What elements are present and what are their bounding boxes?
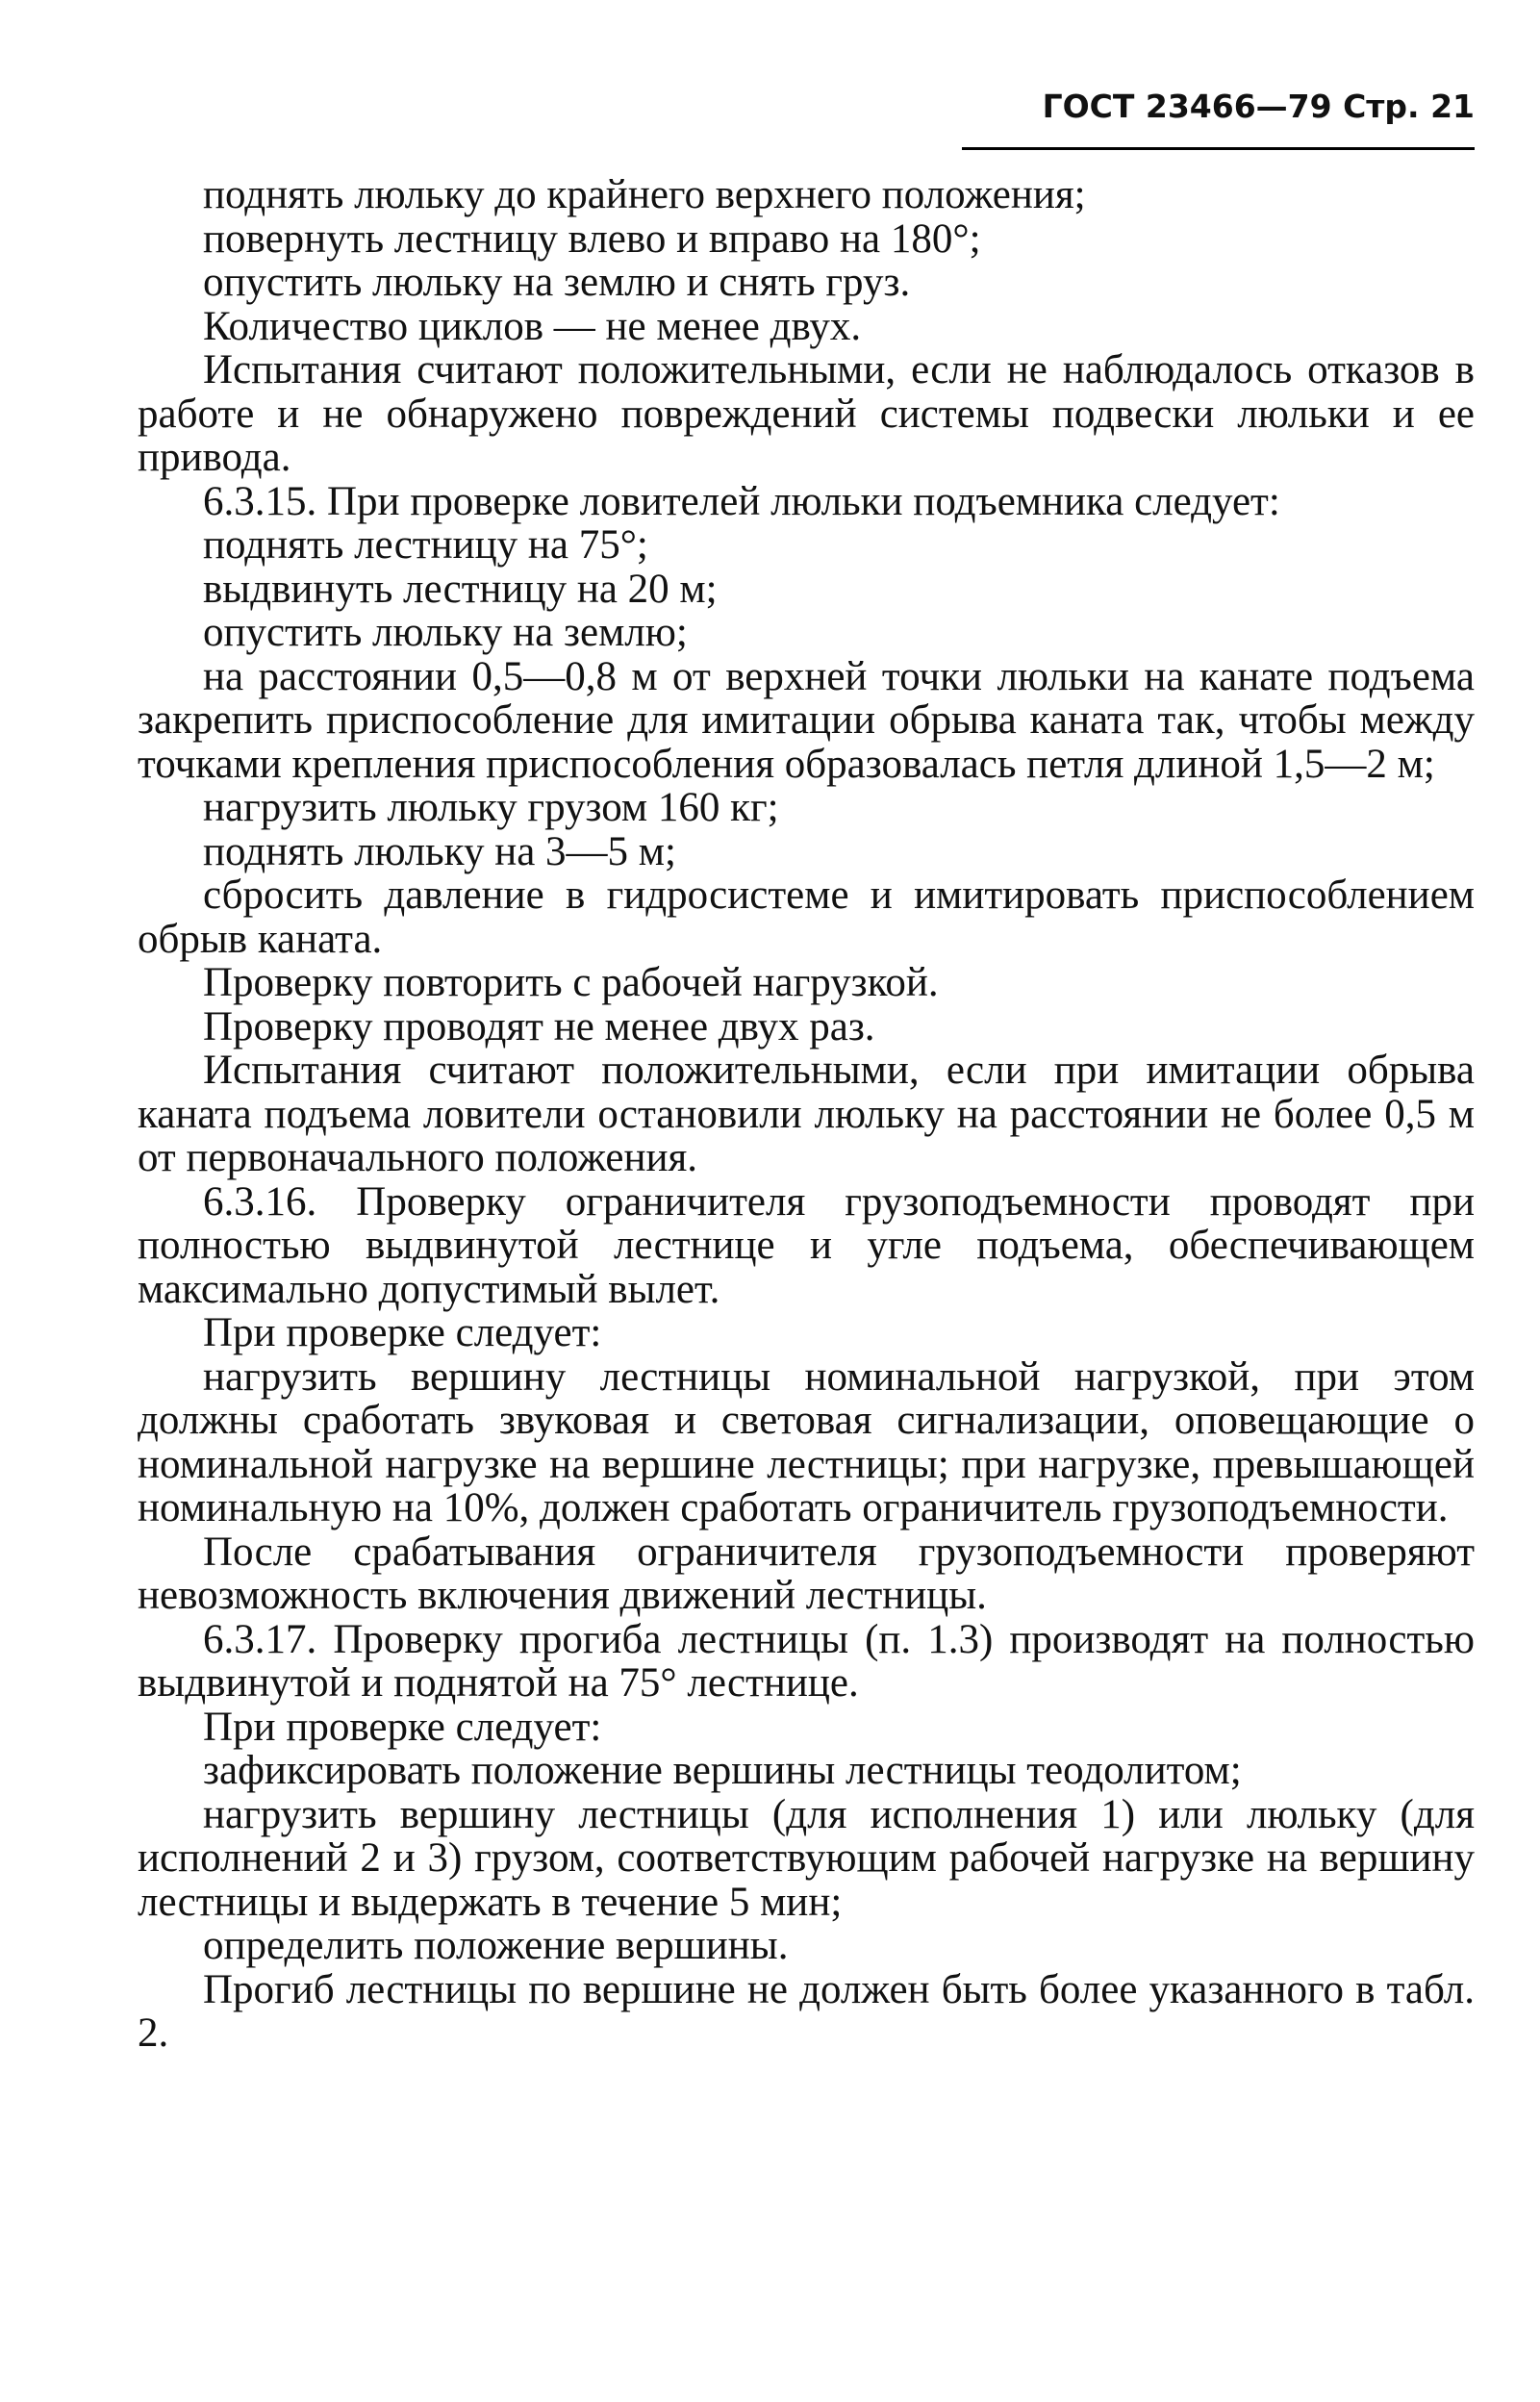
running-head: ГОСТ 23466—79 Стр. 21 [962,63,1475,150]
paragraph: определить положение вершины. [203,1923,789,1968]
paragraph: повернуть лестницу влево и вправо на 180°; [203,215,981,262]
section-heading-6-3-15: 6.3.15. При проверке ловителей люльки подъемника следует: [203,478,1280,524]
paragraph: После срабатывания ограничителя грузоподъемности проверяют невозможность включения движений лестницы. [138,1529,1475,1618]
paragraph: нагрузить вершину лестницы (для исполнения 1) или люльку (для исполнений 2 и 3) грузом, соответствующим рабочей нагрузке на вершину лестницы и выдержать в течение 5 мин; [138,1791,1475,1925]
paragraph: При проверке следует: [203,1704,602,1750]
paragraph: поднять люльку на 3—5 м; [203,828,676,874]
paragraph: Испытания считают положительными, если при имитации обрыва каната подъема ловители остановили люльку на расстоянии не более 0,5 м от первоначального положения. [138,1048,1475,1180]
paragraph: Проверку проводят не менее двух раз. [203,1003,875,1049]
paragraph: При проверке следует: [203,1310,602,1355]
paragraph: зафиксировать положение вершины лестницы теодолитом; [203,1748,1242,1793]
paragraph: Количество циклов — не менее двух. [203,303,862,349]
paragraph: опустить люльку на землю и снять груз. [203,260,911,305]
paragraph: нагрузить вершину лестницы номинальной нагрузкой, при этом должны сработать звуковая и световая сигнализации, оповещающие о номинальной нагрузке на вершине лестницы; при нагрузке, превышающей номинальную на 10%, должен сработать ограничитель грузоподъемности. [138,1353,1475,1530]
paragraph: сбросить давление в гидросистеме и имитировать приспособлением обрыв каната. [138,872,1475,962]
paragraph: нагрузить люльку грузом 160 кг; [203,785,779,830]
paragraph: на расстоянии 0,5—0,8 м от верхней точки люльки на канате подъема закрепить приспособление для имитации обрыва каната так, чтобы между точками крепления приспособления образовалась петля длиной 1,5—2 м; [138,653,1475,787]
paragraph: поднять лестницу на 75°; [203,522,648,568]
body-text [138,173,1475,2056]
section-heading-6-3-16: 6.3.16. Проверку ограничителя грузоподъемности проводят при полностью выдвинутой лестнице и угле подъема, обеспечивающем максимально допустимый вылет. [138,1178,1475,1312]
paragraph: поднять люльку до крайнего верхнего положения; [203,172,1086,217]
paragraph: Испытания считают положительными, если не наблюдалось отказов в работе и не обнаружено повреждений системы подвески люльки и ее привода. [138,347,1475,480]
paragraph: Проверку повторить с рабочей нагрузкой. [203,960,939,1005]
paragraph: Прогиб лестницы по вершине не должен быть более указанного в табл. 2. [138,1966,1475,2056]
paragraph: выдвинуть лестницу на 20 м; [203,566,718,612]
paragraph: опустить люльку на землю; [203,610,688,655]
section-heading-6-3-17: 6.3.17. Проверку прогиба лестницы (п. 1.3) производят на полностью выдвинутой и поднятой на 75° лестнице. [138,1616,1475,1706]
